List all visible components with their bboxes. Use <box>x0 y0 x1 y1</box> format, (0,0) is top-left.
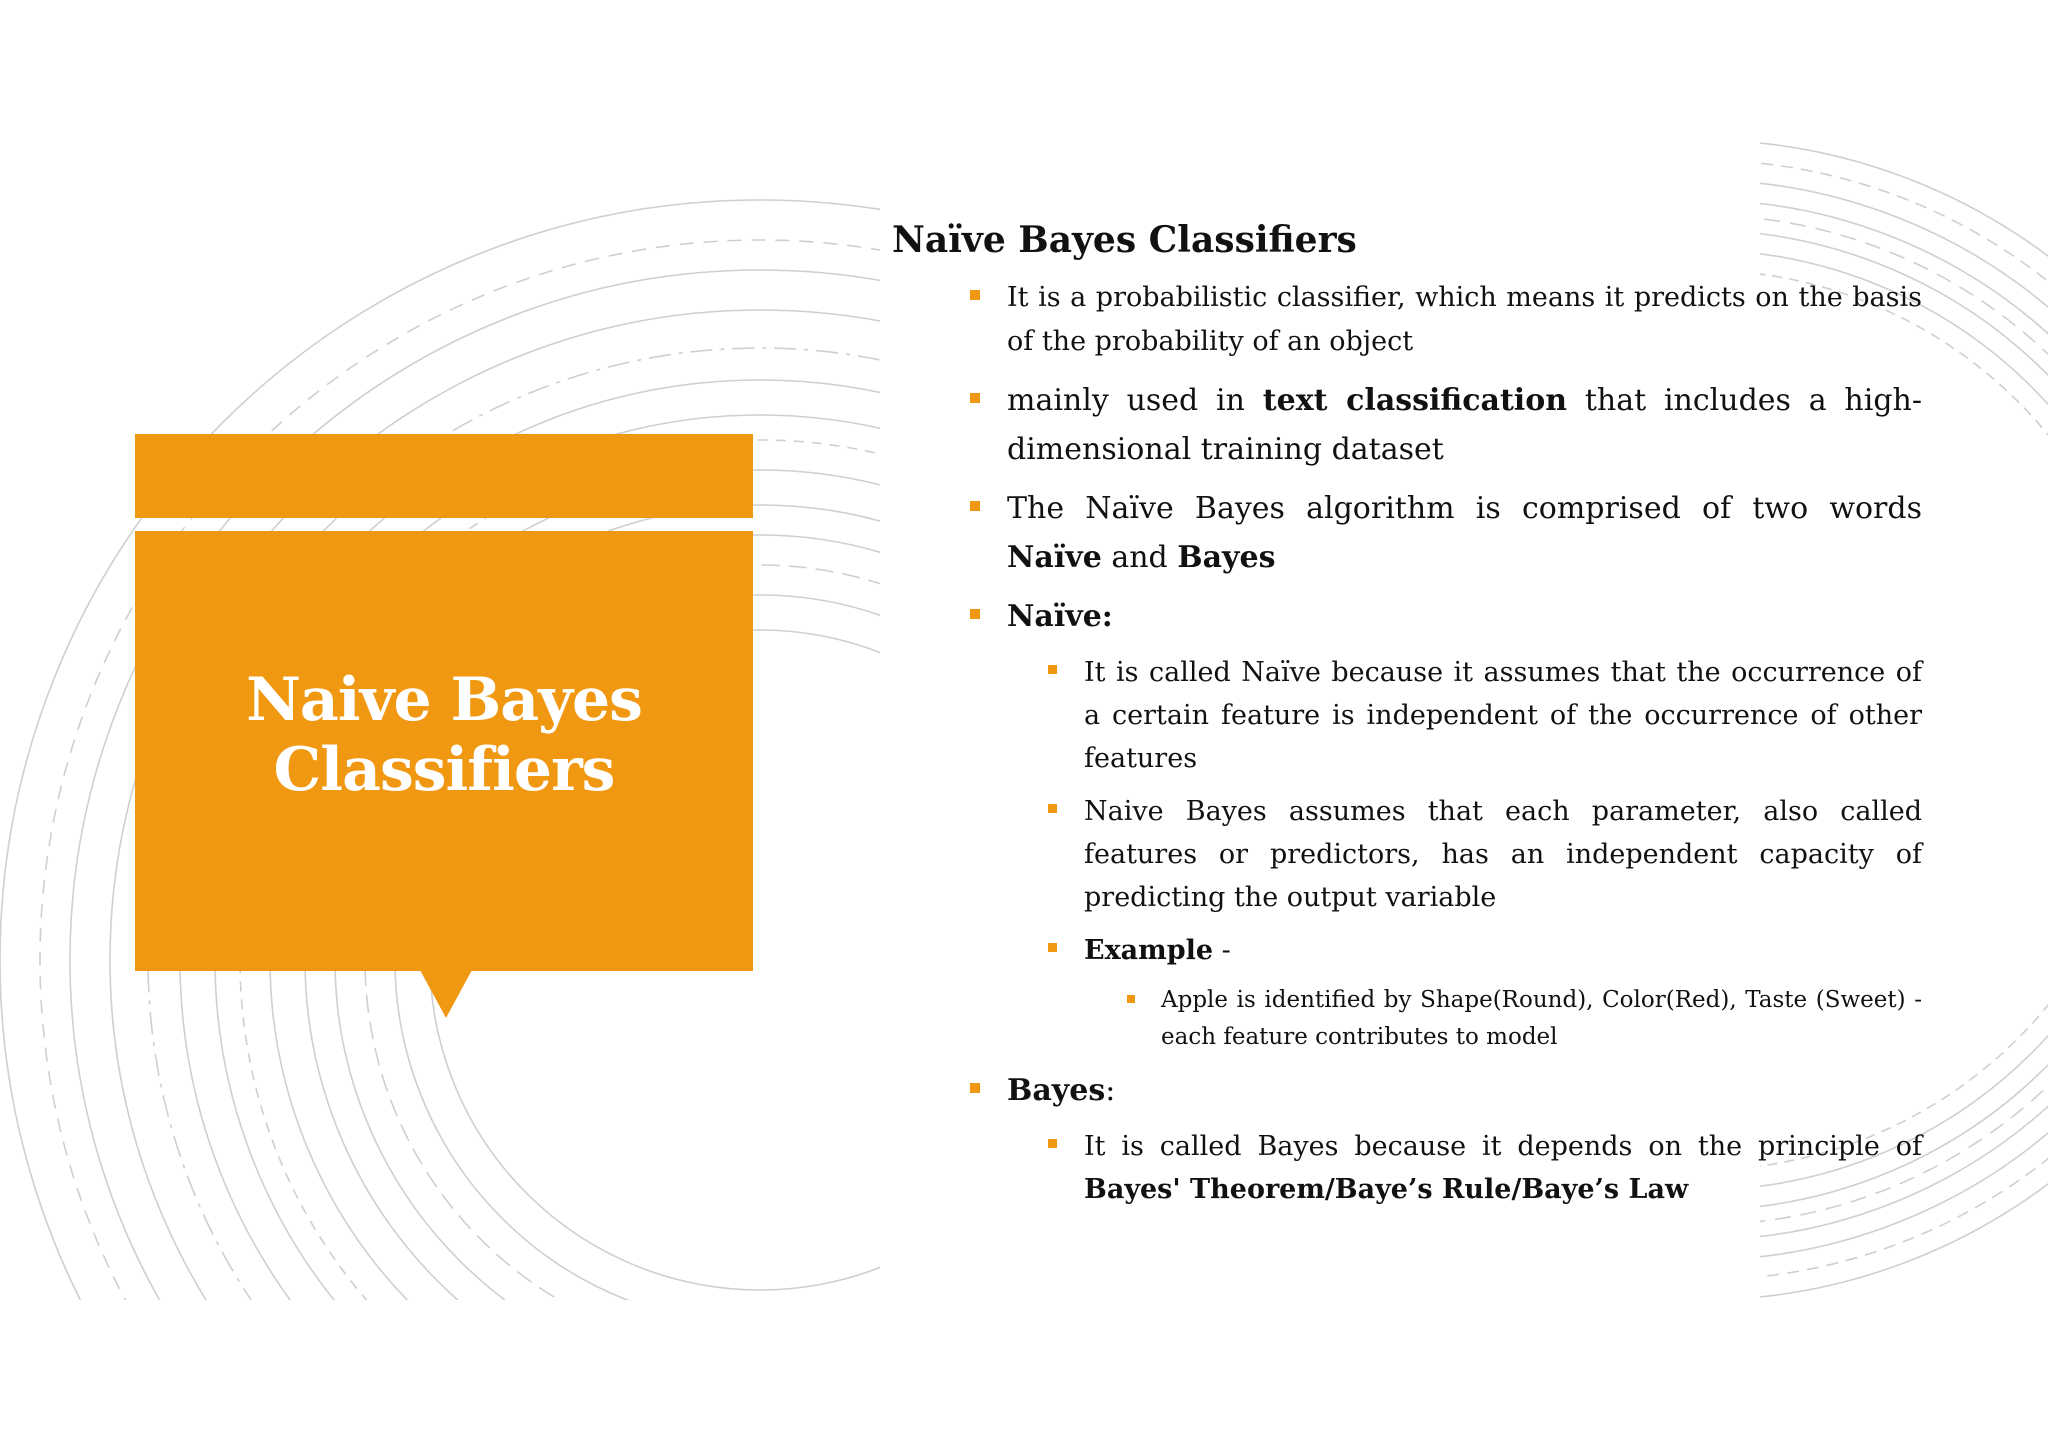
bayes-label-suffix: : <box>1105 1073 1116 1108</box>
bayes-label: Bayes <box>1007 1073 1106 1108</box>
bold-text: text classification <box>1262 383 1568 418</box>
sub-bullet-naive-assumption <box>1084 790 1922 919</box>
example-label: Example <box>1084 935 1214 966</box>
content-area <box>892 210 1922 1221</box>
slide-title <box>246 665 642 805</box>
title-callout-box <box>135 531 753 971</box>
bullet-text: It is called Naïve because it assumes that the occurrence of a certain feature is independent of the occurrence of other features <box>1084 657 1922 774</box>
bullet-two-words <box>1007 484 1922 582</box>
bullet-text: that includes a high-dimensional training dataset <box>1007 383 1922 467</box>
sub-bullet-naive-reason <box>1084 651 1922 780</box>
bullet-text-classification <box>1007 376 1922 474</box>
sub-bullet-bayes-reason <box>1084 1125 1922 1211</box>
bold-text: Bayes <box>1177 540 1276 575</box>
slide-title-line2: Classifiers <box>273 735 615 805</box>
bullet-bayes <box>1007 1066 1922 1115</box>
bold-text: Naïve <box>1007 540 1102 575</box>
bullet-text: mainly used in <box>1007 383 1263 418</box>
bullet-text: It is a probabilistic classifier, which means it predicts on the basis of the probability of an object <box>1007 282 1922 357</box>
bullet-text: The Naïve Bayes algorithm is comprised of two words <box>1007 491 1922 526</box>
bullet-probabilistic <box>1007 276 1922 364</box>
bullet-text: It is called Bayes because it depends on the principle of <box>1084 1131 1922 1162</box>
title-accent-bar <box>135 434 753 518</box>
example-suffix: - <box>1213 935 1231 966</box>
bullet-text: and <box>1101 540 1178 575</box>
sub-bullet-example <box>1084 929 1922 972</box>
bullet-text: Apple is identified by Shape(Round), Color(Red), Taste (Sweet) - each feature contributes to model <box>1161 987 1922 1050</box>
callout-pointer <box>420 970 472 1018</box>
content-heading: Naïve Bayes Classifiers <box>892 219 1357 261</box>
bold-text: Bayes' Theorem/Baye’s Rule/Baye’s Law <box>1084 1174 1689 1205</box>
naive-label: Naïve: <box>1007 599 1113 634</box>
bullet-naive <box>1007 592 1922 641</box>
bullet-text: Naive Bayes assumes that each parameter, also called features or predictors, has an independent capacity of predicting the output variable <box>1084 796 1922 913</box>
sub-sub-bullet-apple-example <box>1161 982 1922 1056</box>
slide-title-line1: Naive Bayes <box>246 665 642 735</box>
